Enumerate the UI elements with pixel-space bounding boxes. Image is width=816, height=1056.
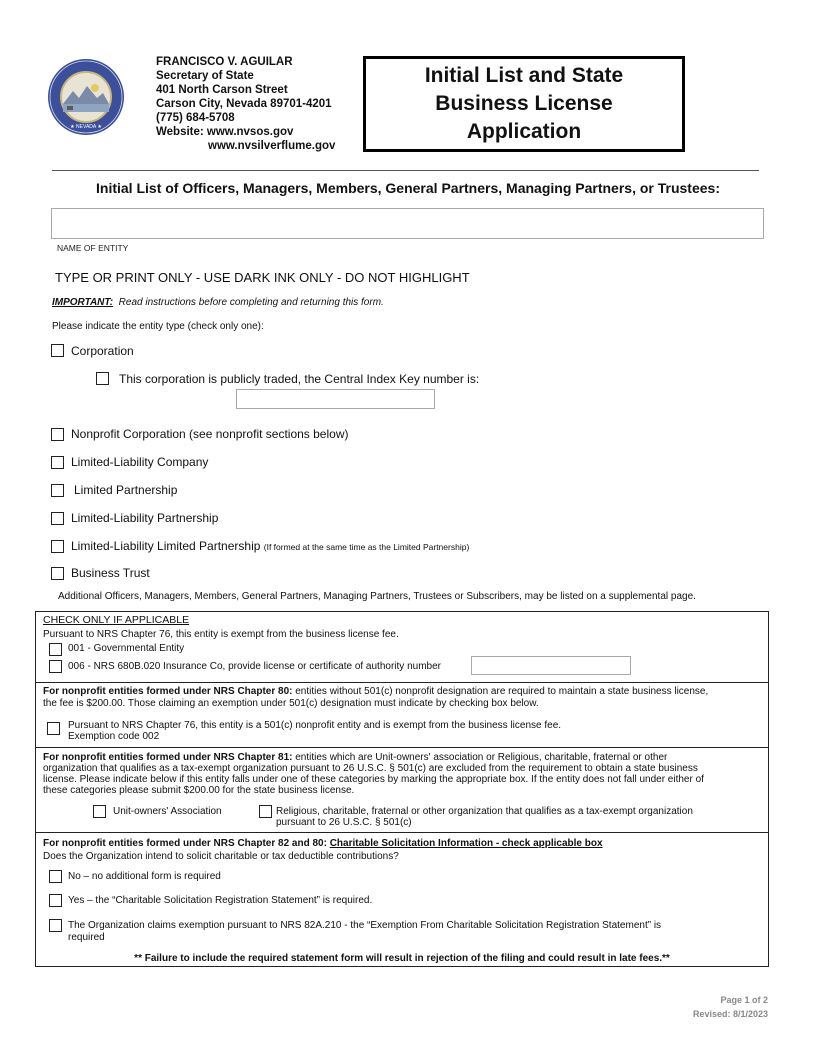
lllp-checkbox[interactable] xyxy=(51,540,64,553)
publicly-traded-label: This corporation is publicly traded, the Central Index Key number is: xyxy=(119,372,480,386)
lp-label: Limited Partnership xyxy=(74,483,178,497)
chapter-80-text-1: entities without 501(c) nonprofit designation are required to maintain a state business license, xyxy=(295,686,709,697)
lllp-note: (If formed at the same time as the Limited Partnership) xyxy=(263,542,470,552)
revised-date: Revised: 8/1/2023 xyxy=(692,1009,768,1019)
exemption-002-line-1: Pursuant to NRS Chapter 76, this entity is a 501(c) nonprofit entity and is exempt from the business license fee. xyxy=(68,720,562,731)
corporation-label: Corporation xyxy=(71,344,134,358)
governmental-entity-label: 001 - Governmental Entity xyxy=(68,643,185,654)
chapter-82-question: Does the Organization intend to solicit charitable or tax deductible contributions? xyxy=(43,851,399,862)
official-name: FRANCISCO V. AGUILAR xyxy=(156,56,293,68)
check-only-section xyxy=(35,611,769,682)
exemption-002-line-2: Exemption code 002 xyxy=(68,731,160,742)
lp-checkbox[interactable] xyxy=(51,484,64,497)
cik-number-input[interactable] xyxy=(236,389,435,409)
lllp-label-text: Limited-Liability Limited Partnership xyxy=(71,539,261,553)
address-line-1: 401 North Carson Street xyxy=(156,84,288,96)
address-line-2: Carson City, Nevada 89701-4201 xyxy=(156,98,332,110)
lllp-label xyxy=(71,539,469,553)
no-solicit-checkbox[interactable] xyxy=(49,870,62,883)
official-title: Secretary of State xyxy=(156,70,254,82)
religious-charitable-line-1: Religious, charitable, fraternal or other organization that qualifies as a tax-exempt organization xyxy=(276,806,693,817)
page-number: Page 1 of 2 xyxy=(720,995,768,1005)
entity-name-label: NAME OF ENTITY xyxy=(57,243,129,253)
chapter-82-line-1 xyxy=(43,838,603,849)
chapter-82-heading: For nonprofit entities formed under NRS Chapter 82 and 80: xyxy=(43,838,327,849)
yes-solicit-label: Yes – the “Charitable Solicitation Registration Statement” is required. xyxy=(68,895,373,906)
entity-name-input[interactable] xyxy=(51,208,764,239)
chapter-80-section xyxy=(35,682,769,747)
title-line-2: Business License xyxy=(435,92,613,115)
corporation-checkbox[interactable] xyxy=(51,344,64,357)
business-trust-label: Business Trust xyxy=(71,566,150,580)
insurance-co-label: 006 - NRS 680B.020 Insurance Co, provide license or certificate of authority number xyxy=(68,661,441,672)
entity-type-instruction: Please indicate the entity type (check only one): xyxy=(52,321,264,332)
yes-solicit-checkbox[interactable] xyxy=(49,894,62,907)
exemption-002-checkbox[interactable] xyxy=(47,722,60,735)
check-only-intro: Pursuant to NRS Chapter 76, this entity is exempt from the business license fee. xyxy=(43,629,399,640)
form-title xyxy=(394,62,654,146)
secretary-contact-block xyxy=(156,55,335,153)
list-heading: Initial List of Officers, Managers, Members, General Partners, Managing Partners, or Trustees: xyxy=(96,180,720,196)
form-title-box xyxy=(363,56,685,152)
website-line-2: www.nvsilverflume.gov xyxy=(208,140,336,152)
title-line-3: Application xyxy=(466,120,582,143)
chapter-82-section xyxy=(35,832,769,967)
religious-charitable-checkbox[interactable] xyxy=(259,805,272,818)
chapter-81-text-1: entities which are Unit-owners' association or Religious, charitable, fraternal or other xyxy=(295,752,668,763)
nonprofit-label: Nonprofit Corporation (see nonprofit sections below) xyxy=(71,427,349,441)
chapter-81-text-3: license. Please indicate below if this entity falls under one of these categories by marking the appropriate box. If the entity does not fall under either of xyxy=(43,774,704,785)
chapter-80-line-1 xyxy=(43,686,708,697)
phone-number: (775) 684-5708 xyxy=(156,112,235,124)
charitable-solicitation-heading: Charitable Solicitation Information - check applicable box xyxy=(329,838,603,849)
important-label: IMPORTANT: xyxy=(52,297,114,308)
no-solicit-label: No – no additional form is required xyxy=(68,871,221,882)
certificate-number-input[interactable] xyxy=(471,656,631,675)
insurance-co-checkbox[interactable] xyxy=(49,660,62,673)
chapter-80-heading: For nonprofit entities formed under NRS Chapter 80: xyxy=(43,686,293,697)
governmental-entity-checkbox[interactable] xyxy=(49,643,62,656)
title-line-1: Initial List and State xyxy=(424,64,624,87)
state-seal-icon xyxy=(47,58,125,136)
unit-owners-label: Unit-owners' Association xyxy=(113,806,222,817)
check-only-heading: CHECK ONLY IF APPLICABLE xyxy=(43,614,190,626)
chapter-81-heading: For nonprofit entities formed under NRS Chapter 81: xyxy=(43,752,293,763)
chapter-81-line-1 xyxy=(43,752,667,763)
llp-label: Limited-Liability Partnership xyxy=(71,511,219,525)
additional-officers-note: Additional Officers, Managers, Members, General Partners, Managing Partners, Trustees or Subscribers, may be listed on a supplemental page. xyxy=(58,591,696,602)
nonprofit-checkbox[interactable] xyxy=(51,428,64,441)
publicly-traded-checkbox[interactable] xyxy=(96,372,109,385)
llc-label: Limited-Liability Company xyxy=(71,455,209,469)
header-divider xyxy=(52,170,759,171)
unit-owners-checkbox[interactable] xyxy=(93,805,106,818)
llc-checkbox[interactable] xyxy=(51,456,64,469)
exemption-claim-line-2: required xyxy=(68,932,105,943)
svg-text:★ NEVADA ★: ★ NEVADA ★ xyxy=(70,124,102,130)
exemption-claim-checkbox[interactable] xyxy=(49,919,62,932)
exemption-claim-line-1: The Organization claims exemption pursuant to NRS 82A.210 - the “Exemption From Charitable Solicitation Registration Statement” is xyxy=(68,920,662,931)
failure-warning: ** Failure to include the required statement form will result in rejection of the filing and could result in late fees.** xyxy=(134,953,670,964)
chapter-81-section xyxy=(35,747,769,832)
religious-charitable-line-2: pursuant to 26 U.S.C. § 501(c) xyxy=(276,817,412,828)
chapter-81-text-2: organization that qualifies as a tax-exempt organization pursuant to 26 U.S.C. § 501(c) are excluded from the requirement to obtain a state business xyxy=(43,763,698,774)
llp-checkbox[interactable] xyxy=(51,512,64,525)
business-trust-checkbox[interactable] xyxy=(51,567,64,580)
type-print-instruction: TYPE OR PRINT ONLY - USE DARK INK ONLY - DO NOT HIGHLIGHT xyxy=(55,270,470,285)
website-line-1: Website: www.nvsos.gov xyxy=(156,126,294,138)
important-note xyxy=(52,297,384,308)
chapter-80-text-2: the fee is $200.00. Those claiming an exemption under 501(c) designation must indicate by checking box below. xyxy=(43,698,539,709)
important-text: Read instructions before completing and returning this form. xyxy=(118,297,384,308)
chapter-81-text-4: these categories please submit $200.00 for the state business license. xyxy=(43,785,355,796)
